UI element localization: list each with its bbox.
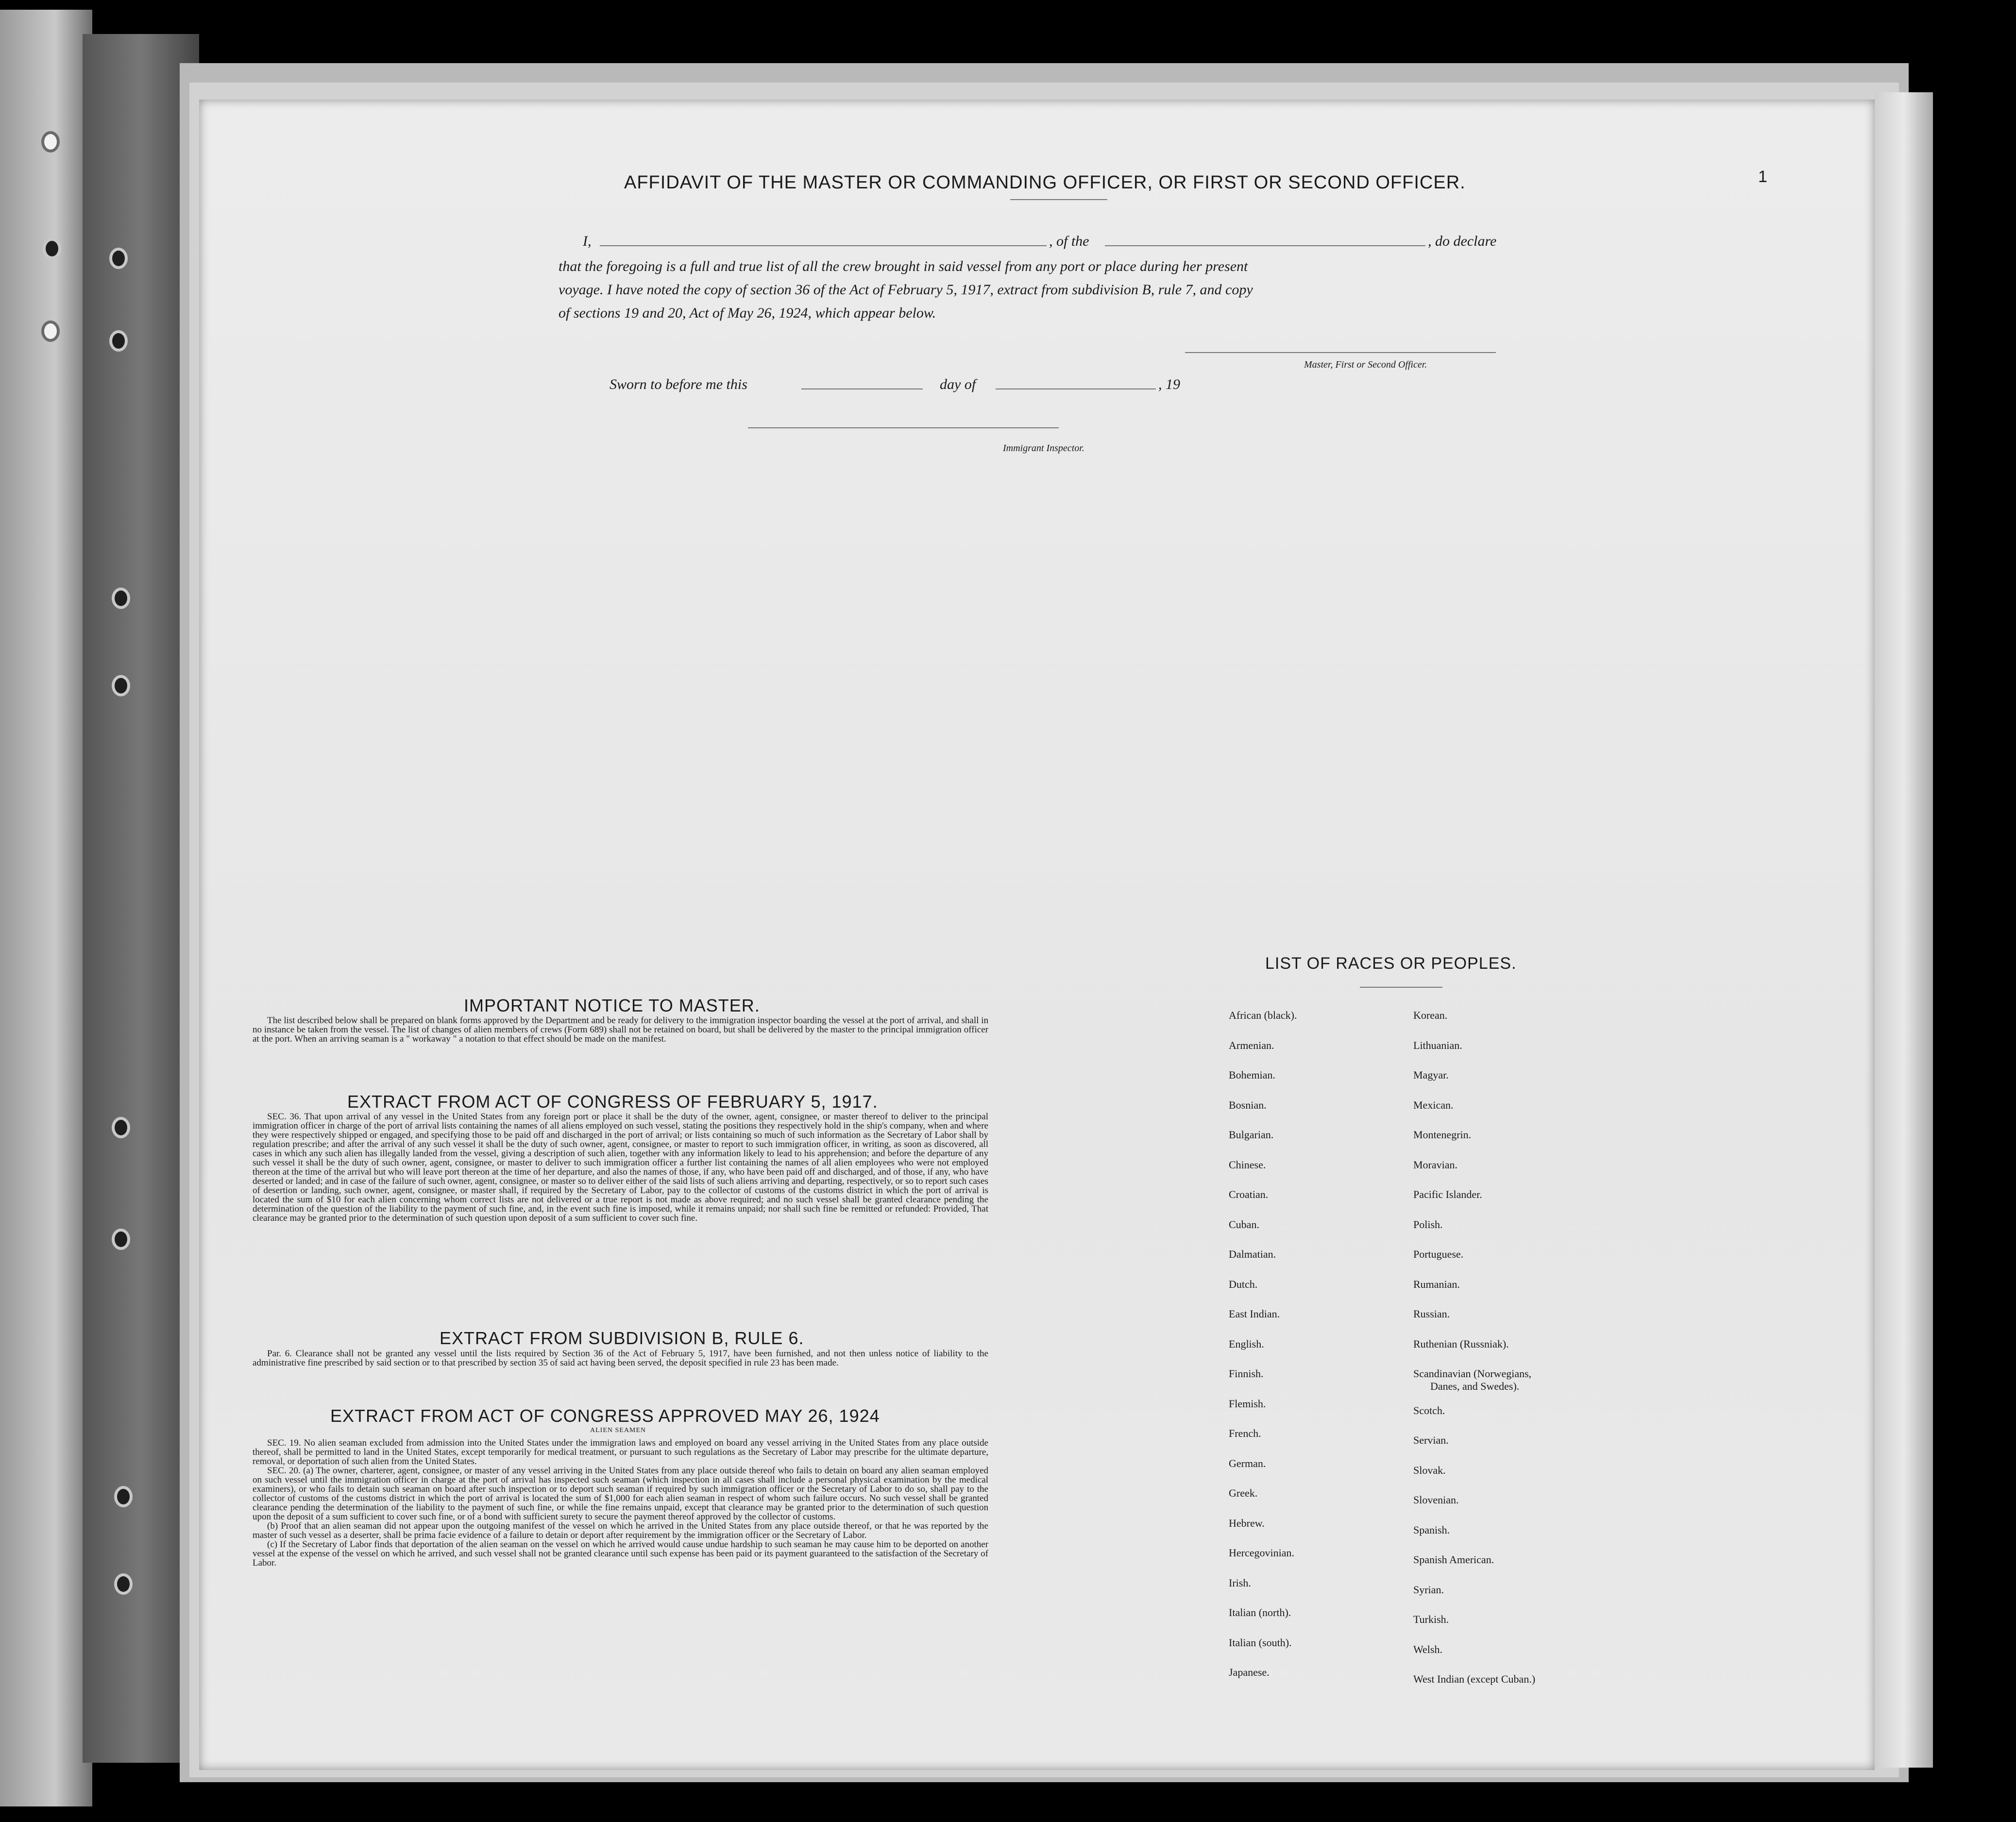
inspector-caption: Immigrant Inspector. (1003, 443, 1084, 454)
notice-text: The list described below shall be prepared on blank forms approved by the Department and be ready for delivery to the immigration inspector boarding the vessel at the port of arrival, and shall in no instance be taken from the vessel. The list of changes of alien members of crews (Form 689) shall not be retained on board, but shall be delivered by the master to the principal immigration officer at the port. When an arriving seaman is a " workaway " a notation to that effect should be made on the manifest. (253, 1015, 988, 1044)
race-item: French. (1229, 1427, 1261, 1439)
binder-hole (109, 248, 128, 269)
race-item: Cuban. (1229, 1218, 1259, 1231)
extract-1917-text: SEC. 36. That upon arrival of any vessel in the United States from any foreign port or place it shall be the duty of the owner, agent, consignee, or master thereof to deliver to the principal immigration officer in charge of the port of arrival lists containing the names of all aliens employed on such vessel, stating the positions they respectively hold in the ship's company, when and where they were respectively shipped or engaged, and specifying those to be paid off and discharged in the port of arrival; or lists containing so much of such information as the Secretary of Labor shall by regulation prescribe; and after the arrival of any such vessel it shall be the duty of such owner, agent, consignee, or master to report to such immigration officer, in writing, as soon as discovered, all cases in which any such alien has illegally landed from the vessel, giving a description of such alien, together with any information likely to lead to his apprehension; and before the departure of any such vessel it shall be the duty of such owner, agent, consignee, or master to deliver to such immigration officer a further list containing the names of all alien employees who were not employed thereon at the time of the arrival but who will leave port thereon at the time of her departure, and also the names of those, if any, who have been paid off and discharged, and of those, if any, who have deserted or landed; and in case of the failure of such owner, agent, consignee, or master so to deliver either of the said lists of such aliens arriving and departing, respectively, or so to report such cases of desertion or landing, such owner, agent, consignee, or master shall, if required by the Secretary of Labor, pay to the collector of customs of the customs district in which the port of arrival is located the sum of $10 for each alien concerning whom correct lists are not delivered or a true report is not made as above required; and no such vessel shall be granted clearance pending the determination of the question of the liability to the payment of such fine, and, in the event such fine is imposed, while it remains unpaid; nor shall such fine be remitted or refunded: Provided, That clearance may be granted prior to the determination of such question upon deposit of a sum sufficient to cover such fine. (253, 1112, 988, 1223)
binder-hole (41, 131, 60, 152)
race-item: English. (1229, 1337, 1264, 1350)
affidavit-line-3: voyage. I have noted the copy of section 36 of the Act of February 5, 1917, extract from subdivision B, rule 7, and copy (559, 282, 1253, 298)
master-caption: Master, First or Second Officer. (1304, 359, 1427, 370)
race-item: Danes, and Swedes). (1430, 1380, 1520, 1392)
race-item: Magyar. (1413, 1069, 1449, 1081)
year-label: , 19 (1158, 376, 1180, 392)
race-item: Korean. (1413, 1009, 1448, 1021)
race-item: Mexican. (1413, 1098, 1454, 1111)
race-item: African (black). (1229, 1009, 1297, 1021)
race-item: Ruthenian (Russniak). (1413, 1337, 1509, 1350)
binder-hole (41, 321, 60, 342)
day-of-label: day of (940, 376, 976, 392)
title-rule (1010, 199, 1107, 200)
race-item: Spanish American. (1413, 1553, 1494, 1566)
race-item: Chinese. (1229, 1158, 1266, 1171)
race-item: Pacific Islander. (1413, 1188, 1482, 1200)
right-edge-sheets (1875, 92, 1933, 1768)
inspector-signature-field[interactable] (748, 427, 1059, 428)
binder-hole (112, 1229, 130, 1250)
race-item: Syrian. (1413, 1583, 1444, 1596)
race-item: Slovenian. (1413, 1494, 1459, 1506)
race-item: Dalmatian. (1229, 1248, 1276, 1260)
extract-1917-title: EXTRACT FROM ACT OF CONGRESS OF FEBRUARY 5, 1917. (347, 1092, 878, 1112)
affidavit-title: AFFIDAVIT OF THE MASTER OR COMMANDING OFFICER, OR FIRST OR SECOND OFFICER. (624, 172, 1466, 193)
race-item: Bosnian. (1229, 1098, 1267, 1111)
race-item: Italian (north). (1229, 1606, 1291, 1619)
race-item: Finnish. (1229, 1367, 1264, 1380)
sec-20b-paragraph: (b) Proof that an alien seaman did not appear upon the outgoing manifest of the vessel on which he arrived in the United States from any place outside thereof, or that he was reported by the master of such vessel as a deserter, shall be prima facie evidence of a failure to detain or deport after requirement by the immigration officer or the Secretary of Labor. (253, 1521, 988, 1540)
race-item: Italian (south). (1229, 1636, 1292, 1649)
race-item: East Indian. (1229, 1308, 1280, 1320)
binder-hole (112, 675, 130, 696)
notice-title: IMPORTANT NOTICE TO MASTER. (464, 995, 760, 1015)
affidavit-line-2: that the foregoing is a full and true list of all the crew brought in said vessel from any port or place during her present (559, 258, 1248, 274)
race-item: Slovak. (1413, 1464, 1446, 1476)
races-title: LIST OF RACES OR PEOPLES. (1265, 954, 1517, 973)
races-title-rule (1360, 987, 1442, 988)
race-item: Dutch. (1229, 1278, 1258, 1290)
of-the-label: , of the (1049, 233, 1089, 249)
race-item: Hebrew. (1229, 1517, 1265, 1529)
race-item: Greek. (1229, 1487, 1258, 1499)
sec-20a-paragraph: SEC. 20. (a) The owner, charterer, agent, consignee, or master of any vessel arriving in the United States from any place outside thereof who fails to detain on board any alien seaman employed on such vessel until the immigration officer in charge at the port of arrival has inspected such seaman (which inspection in all cases shall include a personal physical examination by the medical examiners), or who fails to detain such seaman on board after such inspection or to deport such seaman if required by such immigration officer or the Secretary of Labor to do so, shall pay to the collector of customs of the customs district in which the port of arrival is located the sum of $1,000 for each alien seaman in respect of whom such failure occurs. No such vessel shall be granted clearance pending the determination of the liability to the payment of such fine, or while the fine remains unpaid, except that clearance may be granted prior to the determination of such question upon the deposit of a sum sufficient to cover such fine, or of a bond with sufficient surety to secure the payment thereof approved by the collector of customs. (253, 1466, 988, 1522)
race-item: Spanish. (1413, 1523, 1450, 1536)
race-item: Rumanian. (1413, 1278, 1460, 1290)
binder-hole (114, 1573, 133, 1595)
binding-strip-left (0, 10, 92, 1806)
binder-hole (112, 588, 130, 609)
race-item: Turkish. (1413, 1613, 1449, 1625)
extract-1924-text (253, 1438, 988, 1568)
binder-hole (114, 1486, 133, 1507)
binder-hole (109, 330, 128, 352)
race-item: Hercegovinian. (1229, 1547, 1294, 1559)
binder-hole (112, 1117, 130, 1138)
race-item: Japanese. (1229, 1666, 1270, 1678)
declarant-name-field[interactable] (600, 245, 1047, 246)
affidavit-line-4: of sections 19 and 20, Act of May 26, 1924, which appear below. (559, 305, 936, 321)
race-item: Moravian. (1413, 1158, 1458, 1171)
race-item: Flemish. (1229, 1397, 1266, 1410)
race-item: Welsh. (1413, 1643, 1442, 1655)
sworn-month-field[interactable] (996, 388, 1156, 389)
race-item: Croatian. (1229, 1188, 1269, 1200)
sworn-label: Sworn to before me this (610, 376, 747, 392)
declare-label: , do declare (1428, 233, 1497, 249)
binder-hole (43, 238, 61, 259)
race-item: Bulgarian. (1229, 1129, 1274, 1141)
race-item: Montenegrin. (1413, 1129, 1472, 1141)
vessel-name-field[interactable] (1105, 245, 1425, 246)
page-number: 1 (1758, 168, 1767, 186)
extract-1924-title: EXTRACT FROM ACT OF CONGRESS APPROVED MAY 26, 1924 (330, 1406, 880, 1426)
declarant-prefix: I, (583, 233, 592, 249)
race-item: Armenian. (1229, 1039, 1274, 1051)
race-item: Servian. (1413, 1434, 1449, 1446)
race-item: Scotch. (1413, 1404, 1445, 1417)
sworn-day-field[interactable] (801, 388, 923, 389)
subdivision-text: Par. 6. Clearance shall not be granted any vessel until the lists required by Section 36 of the Act of February 5, 1917, have been furnished, and not then unless notice of liability to the administrative fine prescribed by said section or to that prescribed by section 35 of said act having been served, the deposit specified in rule 23 has been made. (253, 1349, 988, 1368)
race-item: Lithuanian. (1413, 1039, 1462, 1051)
race-item: Scandinavian (Norwegians, (1413, 1367, 1532, 1380)
extract-1924-subtitle: ALIEN SEAMEN (590, 1427, 646, 1434)
race-item: Polish. (1413, 1218, 1443, 1231)
race-item: Russian. (1413, 1308, 1450, 1320)
subdivision-title: EXTRACT FROM SUBDIVISION B, RULE 6. (440, 1328, 804, 1348)
race-item: Portuguese. (1413, 1248, 1464, 1260)
race-item: West Indian (except Cuban.) (1413, 1673, 1536, 1685)
master-signature-field[interactable] (1185, 352, 1496, 353)
sec-19-paragraph: SEC. 19. No alien seaman excluded from admission into the United States under the immigration laws and employed on board any vessel arriving in the United States from any place outside thereof, shall be permitted to land in the United States, except temporarily for medical treatment, or pursuant to such regulations as the Secretary of Labor may prescribe for the ultimate departure, removal, or deportation of such alien from the United States. (253, 1438, 988, 1467)
sec-20c-paragraph: (c) If the Secretary of Labor finds that deportation of the alien seaman on the vessel on which he arrived would cause undue hardship to such seaman he may cause him to be deported on another vessel at the expense of the vessel on which he arrived, and such vessel shall not be granted clearance until such expense has been paid or its payment guaranteed to the satisfaction of the Secretary of Labor. (253, 1539, 988, 1568)
race-item: Irish. (1229, 1576, 1251, 1589)
race-item: Bohemian. (1229, 1069, 1275, 1081)
race-item: German. (1229, 1457, 1266, 1469)
